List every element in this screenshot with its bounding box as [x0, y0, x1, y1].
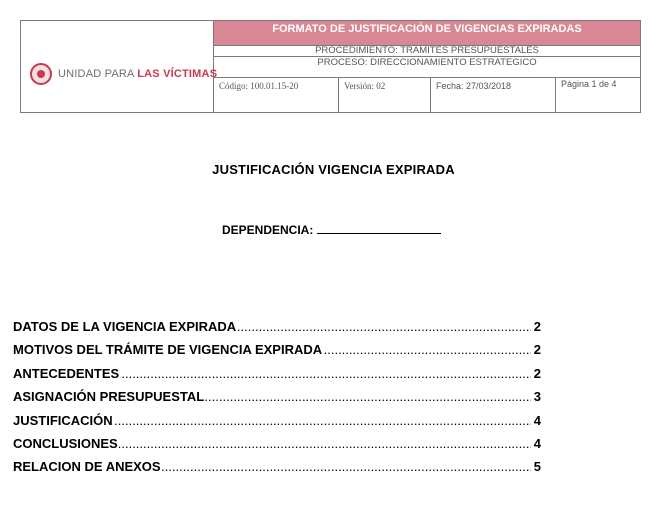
toc-item[interactable] — [13, 434, 541, 457]
toc-item[interactable] — [13, 340, 541, 363]
toc-item-page: 3 — [533, 387, 541, 407]
toc-item-page: 4 — [533, 434, 541, 454]
toc-item-label: RELACION DE ANEXOS — [13, 459, 161, 475]
version-cell: Versión: 02 — [339, 78, 431, 112]
toc-item-page: 2 — [533, 340, 541, 360]
process-label: PROCESO: DIRECCIONAMIENTO ESTRATEGICO — [214, 56, 640, 78]
toc-item-page: 4 — [533, 411, 541, 431]
toc-item-label: MOTIVOS DEL TRÁMITE DE VIGENCIA EXPIRADA — [13, 342, 323, 358]
code-cell: Código: 100.01.15-20 — [214, 78, 339, 112]
logo-text — [58, 68, 217, 80]
toc-item[interactable] — [13, 317, 541, 340]
dependency-field — [222, 223, 441, 237]
toc-item[interactable] — [13, 457, 541, 480]
seal-icon — [30, 63, 52, 85]
toc-item-label: ASIGNACIÓN PRESUPUESTAL — [13, 389, 205, 405]
dependency-blank-line — [317, 223, 441, 234]
logo-text-part2: LAS VÍCTIMAS — [137, 68, 218, 80]
toc-item[interactable] — [13, 364, 541, 387]
format-title: FORMATO DE JUSTIFICACIÓN DE VIGENCIAS EXPIRADAS — [214, 21, 640, 46]
institution-logo — [30, 63, 217, 85]
dependency-label: DEPENDENCIA: — [222, 223, 314, 237]
page-number-cell: Página 1 de 4 — [561, 79, 617, 89]
date-cell: Fecha: 27/03/2018 — [431, 78, 556, 112]
toc-item-page: 2 — [533, 317, 541, 337]
logo-text-part1: UNIDAD PARA — [58, 68, 138, 80]
toc-item-label: ANTECEDENTES — [13, 365, 120, 381]
toc-item[interactable] — [13, 411, 541, 434]
toc-item[interactable] — [13, 387, 541, 410]
logo-cell — [21, 21, 218, 112]
toc-item-label: CONCLUSIONES — [13, 435, 118, 451]
toc-item-label: DATOS DE LA VIGENCIA EXPIRADA — [13, 319, 237, 334]
toc-item-page: 2 — [533, 364, 541, 384]
document-header — [20, 20, 641, 113]
toc-item-label: JUSTIFICACIÓN — [13, 412, 113, 428]
table-of-contents — [13, 317, 541, 481]
document-title: JUSTIFICACIÓN VIGENCIA EXPIRADA — [212, 162, 455, 177]
procedure-label: PROCEDIMIENTO: TRAMITES PRESUPUESTALES — [315, 45, 539, 56]
toc-item-page: 5 — [533, 457, 541, 477]
